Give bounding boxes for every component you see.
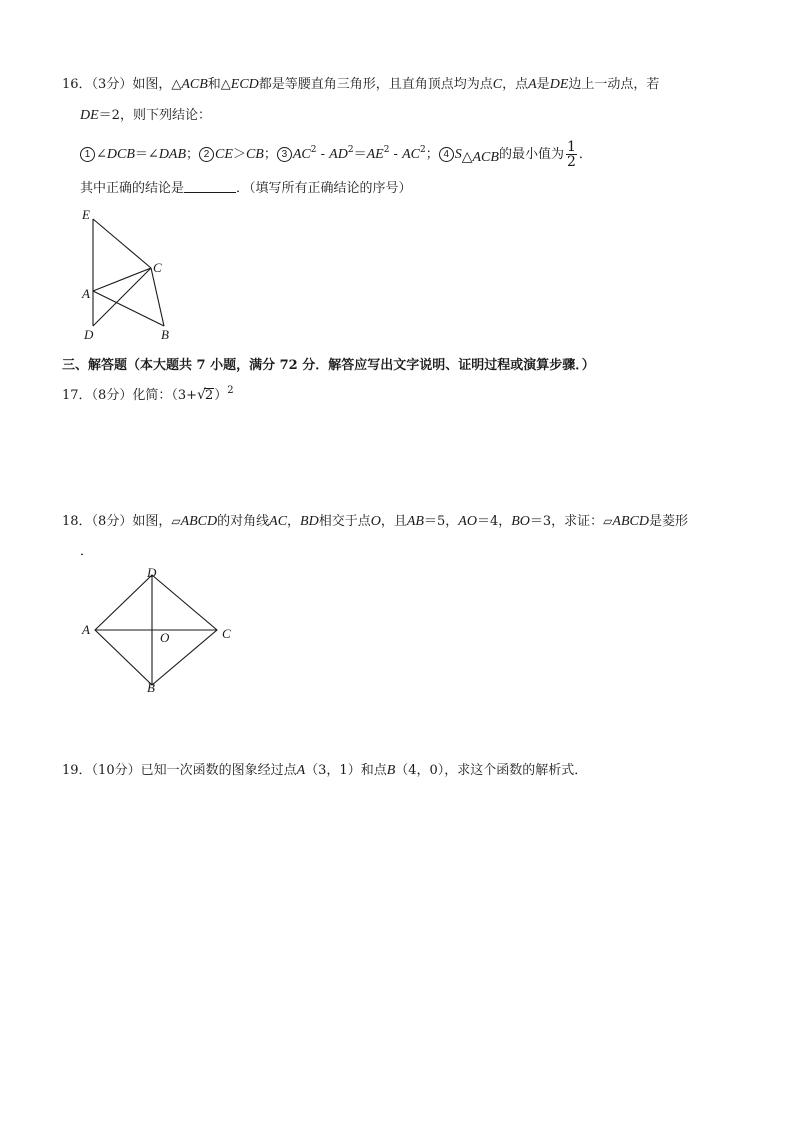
label-O: O [160, 630, 170, 645]
label-D: D [84, 327, 94, 342]
label-B: B [147, 680, 155, 695]
q16-options: 1 ∠DCB＝∠DAB； 2 CE＞CB； 3 $AC^2 - AD^2=AE^2 - AC^2$； 4 $S_{\triangle ACB}$的最小值为 $\frac{1}{2}$ ． [80, 140, 592, 169]
edge-CB [151, 268, 164, 326]
q18-figure [78, 562, 238, 698]
q18-line1: 18．（8分）如图，▱ABCD的对角线AC，BD相交于点O，且AB＝5，AO＝4，BO＝3，求证：▱ABCD是菱形 [62, 514, 688, 529]
parallelogram-symbol: ▱ [171, 514, 181, 528]
q16-line2: DE＝2，则下列结论： [80, 108, 211, 123]
parallelogram-symbol-2: ▱ [603, 514, 613, 528]
label-C: C [153, 260, 162, 275]
label-A: A [82, 286, 90, 301]
q16-figure [78, 206, 188, 342]
edge-AB [93, 291, 164, 326]
option-3-marker: 3 [277, 147, 292, 162]
sqrt-2: √ 2 [196, 387, 214, 403]
q16-number: 16． [62, 77, 92, 92]
edge-AC [93, 268, 151, 291]
edge-EC [93, 219, 151, 268]
option-4-marker: 4 [439, 147, 454, 162]
fraction-one-half: $\frac{1}{2}$ [566, 139, 576, 170]
option-1-marker: 1 [80, 147, 95, 162]
q17-line: 17．（8分）化简：（3+ √ 2）$^2$ [62, 385, 234, 403]
label-E: E [82, 207, 90, 222]
q16-answer-line: 其中正确的结论是 ．（填写所有正确结论的序号） [80, 181, 412, 196]
q16-line1: 16．（3分）如图，△ACB和△ECD都是等腰直角三角形，且直角顶点均为点C，点A是DE边上一动点，若 [62, 77, 660, 92]
section-3-title: 三、解答题（本大题共 7 小题，满分 72 分．解答应写出文字说明、证明过程或演算步骤．） [62, 358, 595, 373]
q17-number: 17． [62, 388, 92, 403]
label-D: D [147, 565, 157, 580]
label-C: C [222, 626, 231, 641]
answer-blank[interactable] [184, 180, 236, 193]
q19-line: 19．（10分）已知一次函数的图象经过点A（3，1）和点B（4，0），求这个函数的解析式． [62, 763, 588, 778]
option-2-marker: 2 [199, 147, 214, 162]
q18-line2: ． [80, 544, 94, 559]
label-B: B [161, 327, 169, 342]
q18-number: 18． [62, 514, 92, 529]
q19-number: 19． [62, 763, 92, 778]
label-A: A [82, 622, 90, 637]
edge-DC [93, 268, 151, 326]
